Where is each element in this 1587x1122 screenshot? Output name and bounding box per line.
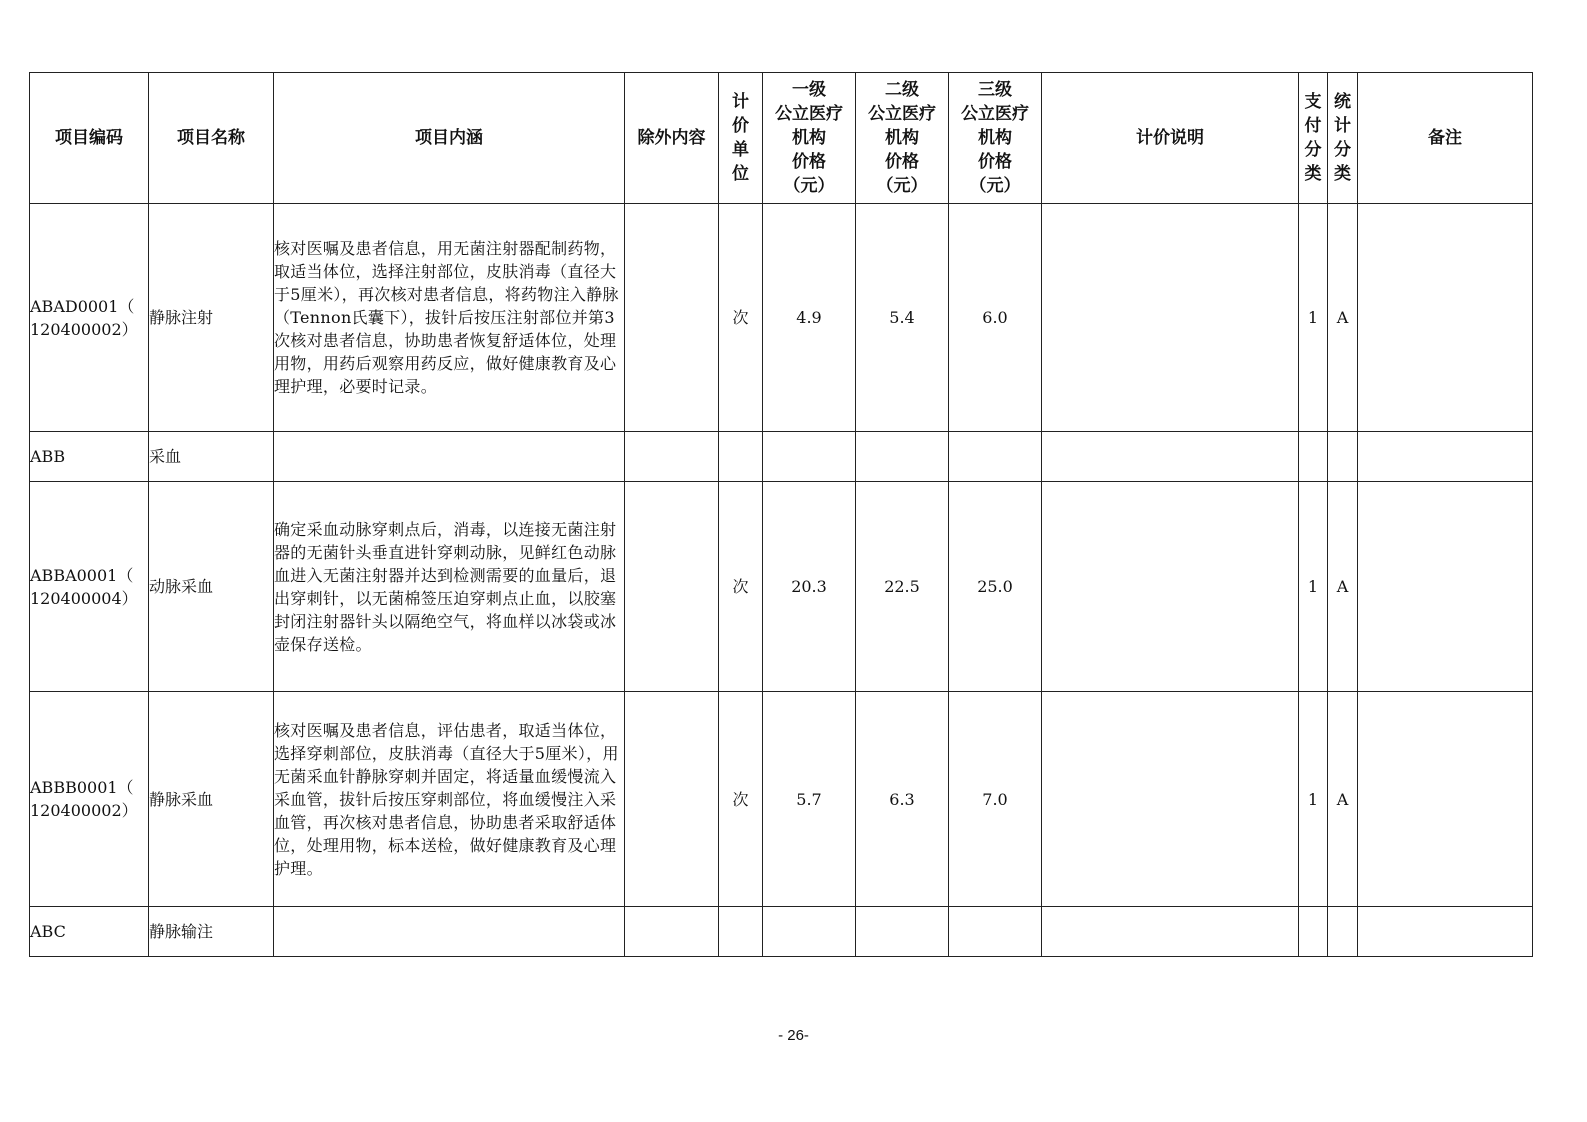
cell-unit: 次 [719, 692, 763, 907]
cell-pricing-note [1042, 692, 1299, 907]
cell-price-level2: 22.5 [856, 482, 949, 692]
cell-payment-category: 1 [1299, 482, 1328, 692]
cell-pricing-note [1042, 482, 1299, 692]
cell-price-level2: 6.3 [856, 692, 949, 907]
cell-unit [719, 432, 763, 482]
cell-code: ABBA0001（ 120400004） [30, 482, 149, 692]
cell-payment-category [1299, 432, 1328, 482]
cell-pricing-note [1042, 432, 1299, 482]
cell-content [274, 907, 625, 957]
cell-name: 静脉输注 [149, 907, 274, 957]
cell-payment-category [1299, 907, 1328, 957]
cell-price-level3: 6.0 [949, 204, 1042, 432]
table-row [30, 204, 1533, 432]
cell-code: ABC [30, 907, 149, 957]
cell-statistics-category: A [1328, 204, 1358, 432]
header-statistics-category: 统 计 分 类 [1328, 73, 1358, 204]
cell-excluded [625, 907, 719, 957]
header-pricing-note: 计价说明 [1042, 73, 1299, 204]
header-price-level2: 二级 公立医疗 机构 价格 （元） [856, 73, 949, 204]
table-row [30, 432, 1533, 482]
cell-price-level1: 20.3 [763, 482, 856, 692]
cell-price-level1: 5.7 [763, 692, 856, 907]
table-row [30, 692, 1533, 907]
cell-unit: 次 [719, 482, 763, 692]
cell-payment-category: 1 [1299, 204, 1328, 432]
cell-name: 静脉注射 [149, 204, 274, 432]
header-price-level3: 三级 公立医疗 机构 价格 （元） [949, 73, 1042, 204]
cell-price-level1 [763, 432, 856, 482]
cell-excluded [625, 482, 719, 692]
cell-unit: 次 [719, 204, 763, 432]
cell-name: 动脉采血 [149, 482, 274, 692]
header-remark: 备注 [1358, 73, 1533, 204]
cell-remark [1358, 907, 1533, 957]
cell-statistics-category: A [1328, 482, 1358, 692]
cell-pricing-note [1042, 907, 1299, 957]
table-row [30, 907, 1533, 957]
header-name: 项目名称 [149, 73, 274, 204]
header-price-level1: 一级 公立医疗 机构 价格 （元） [763, 73, 856, 204]
cell-excluded [625, 204, 719, 432]
cell-price-level3 [949, 907, 1042, 957]
cell-price-level2 [856, 907, 949, 957]
cell-pricing-note [1042, 204, 1299, 432]
cell-remark [1358, 204, 1533, 432]
cell-remark [1358, 432, 1533, 482]
cell-code: ABAD0001（ 120400002） [30, 204, 149, 432]
cell-payment-category: 1 [1299, 692, 1328, 907]
cell-price-level3 [949, 432, 1042, 482]
header-code: 项目编码 [30, 73, 149, 204]
cell-content [274, 432, 625, 482]
cell-remark [1358, 692, 1533, 907]
cell-price-level1 [763, 907, 856, 957]
cell-excluded [625, 692, 719, 907]
cell-price-level1: 4.9 [763, 204, 856, 432]
header-content: 项目内涵 [274, 73, 625, 204]
cell-remark [1358, 482, 1533, 692]
cell-statistics-category [1328, 907, 1358, 957]
cell-price-level2 [856, 432, 949, 482]
header-unit: 计 价 单 位 [719, 73, 763, 204]
cell-name: 采血 [149, 432, 274, 482]
cell-price-level3: 7.0 [949, 692, 1042, 907]
header-row [30, 73, 1533, 204]
header-payment-category: 支 付 分 类 [1299, 73, 1328, 204]
cell-price-level3: 25.0 [949, 482, 1042, 692]
cell-price-level2: 5.4 [856, 204, 949, 432]
cell-code: ABB [30, 432, 149, 482]
cell-excluded [625, 432, 719, 482]
cell-name: 静脉采血 [149, 692, 274, 907]
cell-code: ABBB0001（ 120400002） [30, 692, 149, 907]
cell-content: 核对医嘱及患者信息，评估患者，取适当体位，选择穿刺部位，皮肤消毒（直径大于5厘米），用无菌采血针静脉穿刺并固定，将适量血缓慢流入采血管，拔针后按压穿刺部位，将血缓慢注入采血管，再次核对患者信息，协助患者采取舒适体位，处理用物，标本送检，做好健康教育及心理护理。 [274, 692, 625, 907]
page-number: - 26- [778, 1027, 809, 1044]
cell-statistics-category [1328, 432, 1358, 482]
cell-statistics-category: A [1328, 692, 1358, 907]
price-table [29, 72, 1533, 957]
header-excluded: 除外内容 [625, 73, 719, 204]
cell-content: 确定采血动脉穿刺点后，消毒，以连接无菌注射器的无菌针头垂直进针穿刺动脉，见鲜红色动脉血进入无菌注射器并达到检测需要的血量后，退出穿刺针，以无菌棉签压迫穿刺点止血，以胶塞封闭注射器针头以隔绝空气，将血样以冰袋或冰壶保存送检。 [274, 482, 625, 692]
table-row [30, 482, 1533, 692]
cell-content: 核对医嘱及患者信息，用无菌注射器配制药物，取适当体位，选择注射部位，皮肤消毒（直径大于5厘米），再次核对患者信息，将药物注入静脉（Tennon氏囊下），拔针后按压注射部位并第3次核对患者信息，协助患者恢复舒适体位，处理用物，用药后观察用药反应，做好健康教育及心理护理，必要时记录。 [274, 204, 625, 432]
cell-unit [719, 907, 763, 957]
